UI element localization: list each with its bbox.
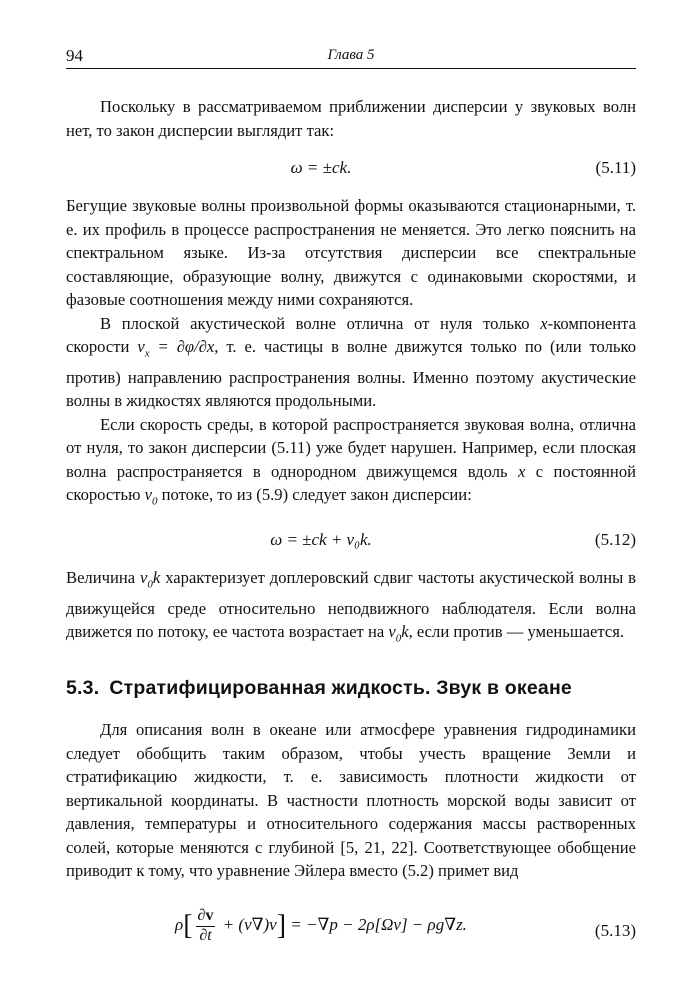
fraction-numerator: ∂v xyxy=(196,907,216,927)
chapter-title: Глава 5 xyxy=(327,47,375,63)
math-var: x xyxy=(517,461,526,481)
math-subscript: x xyxy=(144,347,150,360)
equation-body: ω = ±ck. xyxy=(290,158,352,177)
text-run: потоке, то из (5.9) следует закон дисперсии: xyxy=(157,485,472,505)
equation-number: (5.12) xyxy=(594,530,636,550)
running-head xyxy=(66,44,636,69)
math-var: v xyxy=(388,622,396,642)
math-var: x xyxy=(540,313,548,333)
math-expr: = ∂φ/∂x xyxy=(149,337,215,356)
math-var: k xyxy=(152,568,161,588)
text-run: с постоянной скоростью xyxy=(66,461,636,505)
equation-number: (5.11) xyxy=(595,158,636,177)
math-var xyxy=(140,568,161,591)
text-run: , т. е. частицы в волне движутся только по (или только против) направлению распространения волны. Именно поэтому акустические волны в жидкостях являются продольными. xyxy=(66,337,636,411)
text-run: -компонента скорости xyxy=(66,313,636,356)
left-bracket: [ xyxy=(183,909,193,941)
math-var xyxy=(144,485,158,508)
page xyxy=(66,44,636,957)
math-subscript: 0 xyxy=(147,578,153,591)
paragraph-6: Для описания волн в океане или атмосфере уравнения гидродинамики следует обобщить таким образом, чтобы учесть вращение Земли и стратификацию жидкости, т. е. зависимость плотности жидкости от вертикальной координаты. В частности плотность морской воды зависит от давления, температуры и относительного содержания массы растворенных солей, которые меняются с глубиной [5, 21, 22]. Соответствующее обобщение приводит к тому, что уравнение Эйлера вместо (5.2) примет вид xyxy=(66,720,636,881)
section-heading xyxy=(66,677,636,700)
math-var: k xyxy=(401,622,409,642)
text-run: Величина xyxy=(66,568,141,588)
text-run: Если скорость среды, в которой распространяется звуковая волна, отлична от нуля, то закон дисперсии (5.11) уже будет нарушен. Например, если плоская волна распространяется в однородном движущемся вдоль xyxy=(66,414,636,481)
section-title: Стратифицированная жидкость. Звук в океане xyxy=(109,677,572,700)
math-subscript: 0 xyxy=(152,495,158,508)
paragraph-2: Бегущие звуковые волны произвольной формы оказываются стационарными, т. е. их профиль в процессе распространения не меняется. Это легко пояснить на спектральном языке. Из-за отсутствия дисперсии все спектральные составляющие, образующие волну, движутся с одинаковыми скоростями, и фазовые соотношения между ними сохраняются. xyxy=(66,196,636,309)
inline-formula xyxy=(137,337,215,360)
math-var: v xyxy=(144,485,152,505)
text-run: , если против — уменьшается. xyxy=(408,622,624,642)
equation-5-12 xyxy=(66,526,636,556)
right-bracket: ] xyxy=(276,909,287,941)
equation-number: (5.13) xyxy=(594,920,636,940)
equation-rhs: = −∇p − 2ρ[Ωv] − ρg∇z. xyxy=(286,914,467,934)
section-number: 5.3. xyxy=(66,677,100,700)
equation-middle: + (v∇)v xyxy=(218,914,277,934)
equation-body xyxy=(66,907,576,945)
math-subscript: 0 xyxy=(395,632,402,645)
math-var: v xyxy=(137,337,145,356)
text-run: характеризует доплеровский сдвиг частоты акустической волны в движущейся среде относительно неподвижного наблюдателя. Если волна движется по потоку, ее частота возрастает на xyxy=(66,568,637,642)
partial-derivative xyxy=(196,907,216,945)
text-run: В плоской акустической волне отлична от нуля только xyxy=(100,313,541,333)
paragraph-5 xyxy=(66,566,636,651)
equation-5-13 xyxy=(66,897,636,957)
math-var: v xyxy=(140,568,148,588)
equation-5-11 xyxy=(66,154,636,184)
fraction-denominator: ∂t xyxy=(199,926,212,944)
equation-body: ω = ±ck + v₀k. xyxy=(270,530,372,550)
math-var xyxy=(388,622,409,645)
page-number: 94 xyxy=(66,46,83,65)
paragraph-1: Поскольку в рассматриваемом приближении дисперсии у звуковых волн нет, то закон дисперсии выглядит так: xyxy=(66,97,636,140)
paragraph-4 xyxy=(66,413,636,514)
rho-symbol: ρ xyxy=(175,914,184,934)
paragraph-3 xyxy=(66,312,636,413)
